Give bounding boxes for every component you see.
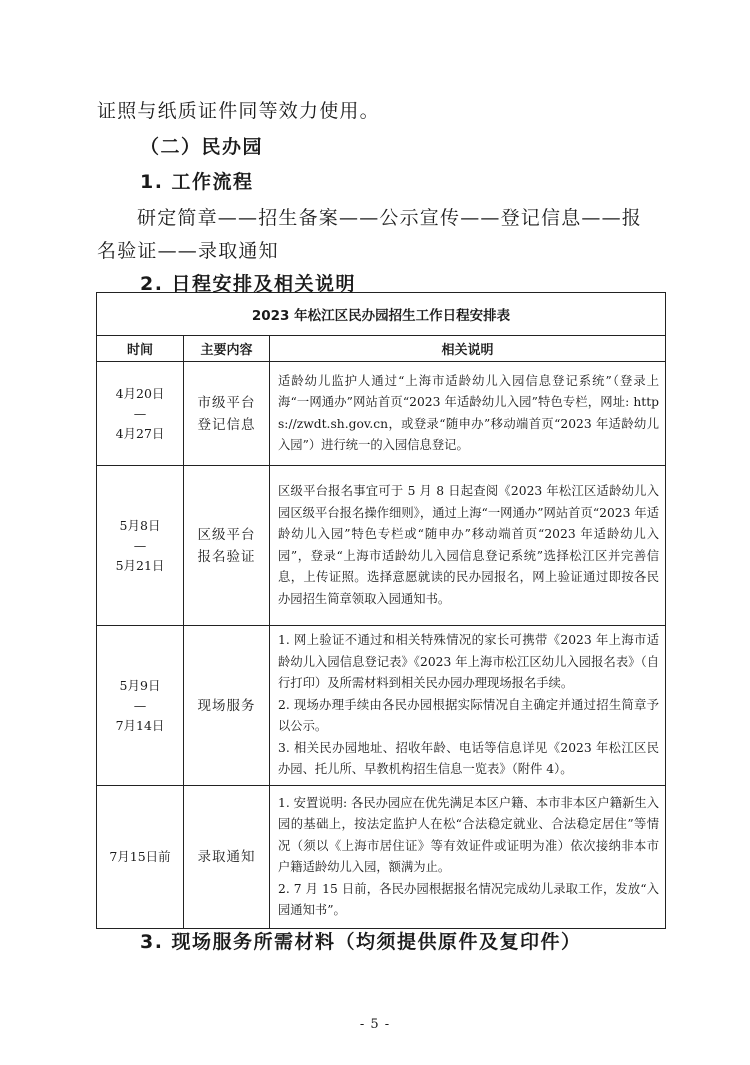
content-line-1: 市级平台: [197, 394, 256, 411]
content-cell: [184, 466, 270, 626]
time-end: 5月21日: [115, 557, 165, 573]
table-row: [97, 362, 666, 466]
time-start: 5月9日: [119, 677, 161, 693]
time-cell: [97, 786, 184, 929]
intro-line: 证照与纸质证件同等效力使用。: [97, 100, 380, 122]
section-title: （二）民办园: [140, 136, 264, 158]
sub2-title: 2. 日程安排及相关说明: [140, 273, 357, 295]
table-header-row: [97, 336, 666, 362]
table-caption: 2023 年松江区民办园招生工作日程安排表: [97, 293, 666, 336]
page-number: - 5 -: [359, 1017, 391, 1032]
header-content: 主要内容: [184, 336, 270, 362]
content-line-1: 录取通知: [197, 849, 256, 865]
time-start: 4月20日: [115, 385, 165, 401]
flow-line-2: 名验证——录取通知: [97, 240, 279, 262]
time-start: 7月15日前: [109, 849, 171, 864]
content-cell: [184, 786, 270, 929]
time-dash: —: [133, 537, 147, 553]
table-row: [97, 786, 666, 929]
description-para: 区级平台报名事宜可于 5 月 8 日起查阅《2023 年松江区适龄幼儿入园区级平台报名操作细则》，通过上海“一网通办”网站首页“2023 年适龄幼儿入园”特色专栏或“随申办”移动端首页“2023 年适龄幼儿入园”，登录“上海市适龄幼儿入园信息登记系统”选择松江区并完善信息，上传证照。选择意愿就读的民办园报名，网上验证通过即按各民办园招生简章领取入园通知书。: [278, 484, 660, 606]
content-cell: [184, 362, 270, 466]
time-dash: —: [133, 697, 147, 713]
time-cell: [97, 466, 184, 626]
time-cell: [97, 626, 184, 786]
schedule-table: [96, 292, 666, 929]
sub3-title: 3. 现场服务所需材料（均须提供原件及复印件）: [140, 931, 582, 953]
time-start: 5月8日: [119, 517, 161, 533]
time-dash: —: [133, 405, 147, 421]
content-cell: [184, 626, 270, 786]
content-line-1: 区级平台: [197, 526, 256, 543]
table-row: [97, 466, 666, 626]
description-para: 1. 安置说明: 各民办园应在优先满足本区户籍、本市非本区户籍新生入园的基础上，按法定监护人在松“合法稳定就业、合法稳定居住”等情况（须以《上海市居住证》等有效证件或证明为准）依次接纳非本市户籍适龄幼儿入园，额满为止。: [278, 795, 660, 874]
sub1-title: 1. 工作流程: [140, 171, 254, 193]
content-line-1: 现场服务: [197, 697, 256, 714]
time-end: 7月14日: [115, 717, 165, 733]
flow-line-1: 研定简章——招生备案——公示宣传——登记信息——报: [137, 207, 643, 229]
time-cell: [97, 362, 184, 466]
table-row: [97, 626, 666, 786]
description-para: 1. 网上验证不通过和相关特殊情况的家长可携带《2023 年上海市适龄幼儿入园信息登记表》《2023 年上海市松江区幼儿入园报名表》（自行打印）及所需材料到相关民办园办理现场报名手续。: [278, 633, 660, 691]
table-caption-row: [97, 293, 666, 336]
description-para: 2. 7 月 15 日前，各民办园根据报名情况完成幼儿录取工作，发放“入园通知书”。: [278, 881, 660, 917]
time-end: 4月27日: [115, 425, 165, 441]
header-description: 相关说明: [270, 336, 666, 362]
description-cell: [270, 466, 666, 626]
description-cell: [270, 786, 666, 929]
content-line-2: 登记信息: [197, 416, 256, 433]
description-para: 2. 现场办理手续由各民办园根据实际情况自主确定并通过招生简章予以公示。: [278, 697, 660, 734]
description-cell: [270, 362, 666, 466]
description-para: 适龄幼儿监护人通过“上海市适龄幼儿入园信息登记系统”（登录上海“一网通办”网站首页“2023 年适龄幼儿入园”特色专栏，网址: https://zwdt.sh.gov.cn，或登录“随申办”移动端首页“2023 年适龄幼儿入园”）进行统一的入园信息登记。: [278, 373, 660, 452]
description-para: 3. 相关民办园地址、招收年龄、电话等信息详见《2023 年松江区民办园、托儿所、早教机构招生信息一览表》（附件 4）。: [278, 740, 660, 777]
content-line-2: 报名验证: [197, 548, 256, 565]
description-cell: [270, 626, 666, 786]
header-time: 时间: [97, 336, 184, 362]
